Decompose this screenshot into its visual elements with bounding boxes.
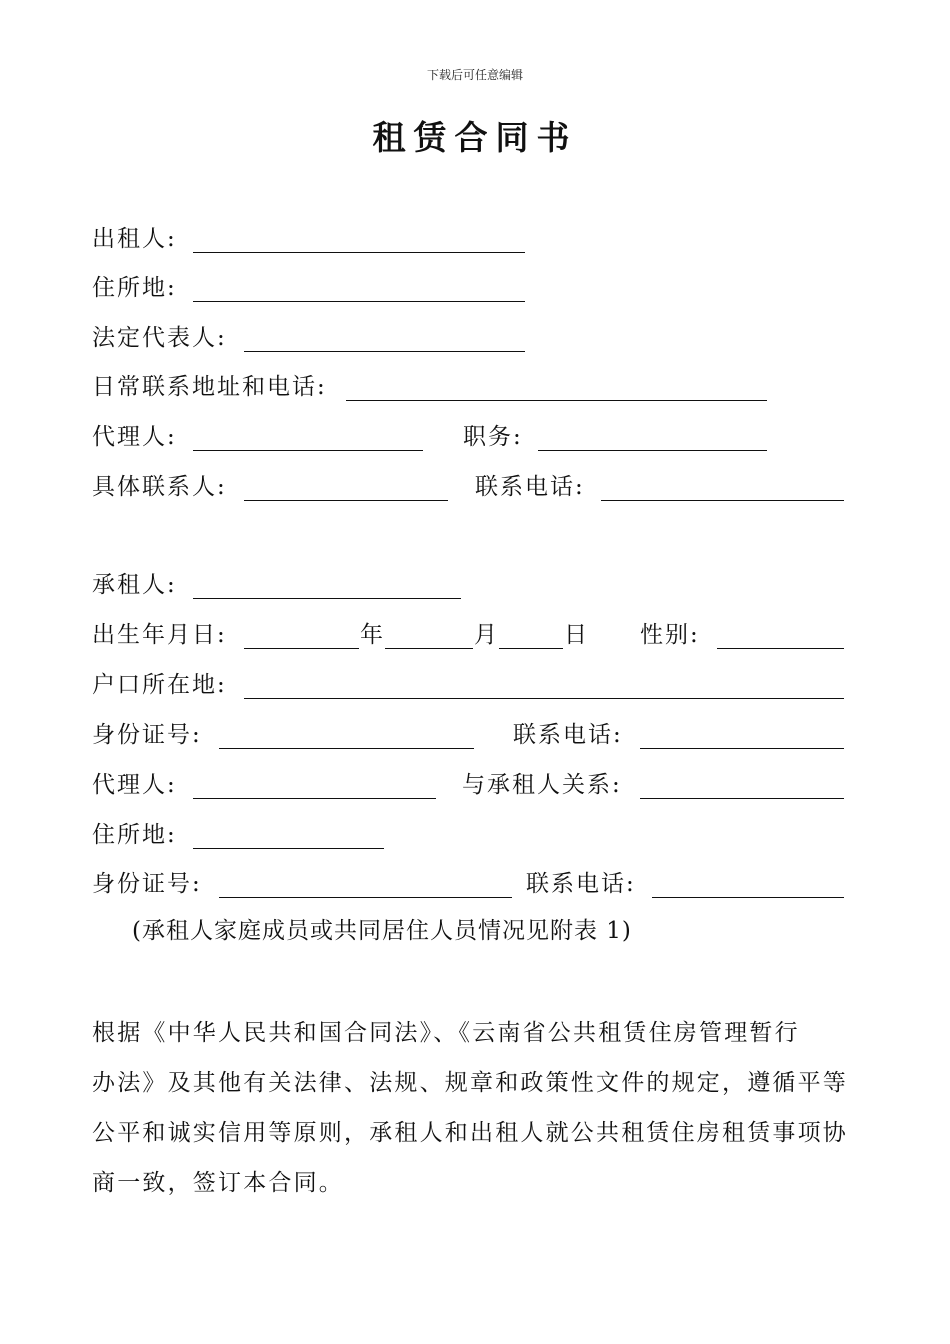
relation-label: 与承租人关系:: [462, 772, 622, 798]
lessee-id-label: 身份证号:: [92, 722, 202, 748]
day-label: 日: [564, 622, 589, 648]
agent-phone-label: 联系电话:: [526, 871, 636, 897]
lessor-field[interactable]: [193, 252, 525, 253]
birth-month-field[interactable]: [385, 648, 473, 649]
agent-id-label: 身份证号:: [92, 871, 202, 897]
body-line: 办法》及其他有关法律、法规、规章和政策性文件的规定，遵循平等: [92, 1070, 848, 1096]
lessor-residence-field[interactable]: [193, 301, 525, 302]
lessee-phone-label: 联系电话:: [513, 722, 623, 748]
birth-label: 出生年月日:: [92, 622, 227, 648]
birth-day-field[interactable]: [499, 648, 563, 649]
lessee-label: 承租人:: [92, 572, 177, 598]
body-line: 公平和诚实信用等原则，承租人和出租人就公共租赁住房租赁事项协: [92, 1120, 848, 1146]
lessor-agent-label: 代理人:: [92, 424, 177, 450]
header-note: 下载后可任意编辑: [426, 68, 523, 82]
contact-person-label: 具体联系人:: [92, 474, 227, 500]
lessee-agent-label: 代理人:: [92, 772, 177, 798]
lessee-phone-field[interactable]: [640, 748, 844, 749]
legal-rep-label: 法定代表人:: [92, 325, 227, 351]
body-line: 根据《中华人民共和国合同法》、《云南省公共租赁住房管理暂行: [92, 1020, 800, 1046]
household-label: 户口所在地:: [92, 672, 227, 698]
position-label: 职务:: [463, 424, 523, 450]
lessor-label: 出租人:: [92, 226, 177, 252]
legal-rep-field[interactable]: [244, 351, 525, 352]
relation-field[interactable]: [640, 798, 844, 799]
daily-contact-field[interactable]: [346, 400, 767, 401]
lessee-id-field[interactable]: [219, 748, 474, 749]
household-field[interactable]: [244, 698, 844, 699]
gender-label: 性别:: [640, 622, 700, 648]
birth-year-field[interactable]: [244, 648, 359, 649]
body-line: 商一致，签订本合同。: [92, 1170, 344, 1196]
agent-residence-field[interactable]: [193, 848, 384, 849]
year-label: 年: [360, 622, 385, 648]
document-title: 租赁合同书: [372, 118, 578, 157]
month-label: 月: [474, 622, 499, 648]
appendix-note: (承租人家庭成员或共同居住人员情况见附表 1): [132, 918, 632, 944]
lessor-phone-label: 联系电话:: [475, 474, 585, 500]
agent-phone-field[interactable]: [652, 897, 844, 898]
lessor-agent-field[interactable]: [193, 450, 423, 451]
lessor-residence-label: 住所地:: [92, 275, 177, 301]
daily-contact-label: 日常联系地址和电话:: [92, 374, 327, 400]
lessee-agent-field[interactable]: [193, 798, 436, 799]
gender-field[interactable]: [717, 648, 844, 649]
contact-person-field[interactable]: [244, 500, 448, 501]
agent-residence-label: 住所地:: [92, 822, 177, 848]
lessee-field[interactable]: [193, 598, 461, 599]
lessor-phone-field[interactable]: [601, 500, 844, 501]
agent-id-field[interactable]: [219, 897, 512, 898]
position-field[interactable]: [538, 450, 767, 451]
